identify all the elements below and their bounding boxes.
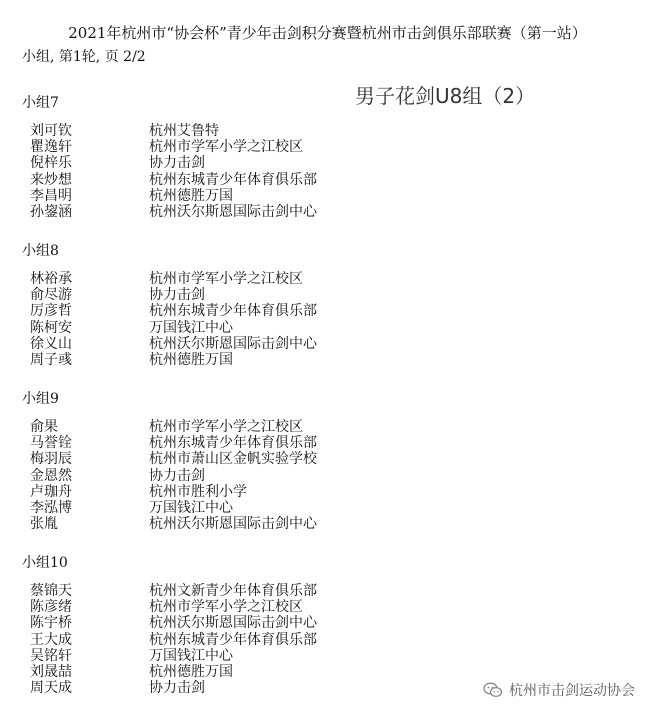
- fencer-club: 杭州德胜万国: [149, 351, 233, 368]
- fencer-club: 杭州沃尔斯恩国际击剑中心: [149, 516, 317, 533]
- page-title: 2021年杭州市“协会杯”青少年击剑积分赛暨杭州市击剑俱乐部联赛（第一站）: [68, 24, 587, 42]
- fencer-club: 杭州东城青少年体育俱乐部: [149, 171, 317, 188]
- fencer-name: 陈柯安: [30, 319, 72, 336]
- fencer-club: 杭州市学军小学之江校区: [149, 139, 303, 156]
- watermark-text: 杭州市击剑运动协会: [509, 683, 635, 699]
- fencer-name: 刘晟喆: [30, 663, 72, 680]
- fencer-club: 协力击剑: [149, 155, 205, 172]
- fencer-name: 来炒想: [30, 171, 72, 188]
- fencer-list: [0, 271, 655, 368]
- fencer-name: 林裕承: [30, 271, 72, 287]
- fencer-row: [0, 516, 655, 532]
- fencer-row: [0, 648, 655, 664]
- fencer-row: [0, 352, 655, 368]
- fencer-row: [0, 204, 655, 220]
- fencer-club: 协力击剑: [149, 287, 205, 304]
- fencer-name: 孙鋆涵: [30, 203, 72, 220]
- fencer-club: 杭州德胜万国: [149, 663, 233, 680]
- fencer-row: [0, 583, 655, 599]
- fencer-name: 李泓博: [30, 499, 72, 516]
- fencer-club: 杭州市学军小学之江校区: [149, 599, 303, 616]
- fencer-club: 杭州沃尔斯恩国际击剑中心: [149, 335, 317, 352]
- fencer-name: 瞿逸轩: [30, 139, 72, 156]
- fencer-club: 杭州艾鲁特: [149, 123, 219, 139]
- group-heading: 小组8: [22, 243, 59, 259]
- fencer-club: 协力击剑: [149, 467, 205, 484]
- fencer-row: [0, 599, 655, 615]
- wechat-icon: [483, 682, 503, 698]
- fencer-row: [0, 123, 655, 139]
- fencer-row: [0, 287, 655, 303]
- fencer-row: [0, 271, 655, 287]
- fencer-name: 王大成: [30, 631, 72, 648]
- fencer-row: [0, 419, 655, 435]
- fencer-name: 马誉铨: [30, 435, 72, 452]
- fencer-club: 万国钱江中心: [149, 319, 233, 336]
- fencer-club: 万国钱江中心: [149, 647, 233, 664]
- watermark: [483, 680, 635, 700]
- fencer-row: [0, 435, 655, 451]
- fencer-name: 李昌明: [30, 187, 72, 204]
- fencer-club: 杭州文新青少年体育俱乐部: [149, 583, 317, 599]
- fencer-row: [0, 632, 655, 648]
- fencer-club: 杭州沃尔斯恩国际击剑中心: [149, 203, 317, 220]
- fencer-name: 陈彦绪: [30, 599, 72, 616]
- fencer-name: 张胤: [30, 516, 58, 533]
- fencer-name: 陈宇桥: [30, 615, 72, 632]
- fencer-club: 杭州东城青少年体育俱乐部: [149, 631, 317, 648]
- fencer-row: [0, 468, 655, 484]
- fencer-name: 俞尽游: [30, 287, 72, 304]
- fencer-row: [0, 320, 655, 336]
- fencer-row: [0, 172, 655, 188]
- fencer-club: 杭州东城青少年体育俱乐部: [149, 435, 317, 452]
- fencer-club: 万国钱江中心: [149, 499, 233, 516]
- fencer-club: 杭州市胜利小学: [149, 483, 247, 500]
- fencer-name: 周天成: [30, 680, 72, 697]
- fencer-row: [0, 615, 655, 631]
- fencer-row: [0, 500, 655, 516]
- fencer-club: 杭州德胜万国: [149, 187, 233, 204]
- fencer-club: 杭州市学军小学之江校区: [149, 271, 303, 287]
- fencer-club: 杭州市萧山区金帆实验学校: [149, 451, 317, 468]
- fencer-row: [0, 303, 655, 319]
- group-heading: 小组9: [22, 391, 59, 407]
- fencer-row: [0, 484, 655, 500]
- fencer-name: 倪梓乐: [30, 155, 72, 172]
- fencer-club: 杭州东城青少年体育俱乐部: [149, 303, 317, 320]
- fencer-list: [0, 123, 655, 220]
- fencer-name: 吴铭轩: [30, 647, 72, 664]
- group-heading: 小组10: [22, 555, 68, 571]
- fencer-row: [0, 451, 655, 467]
- fencer-list: [0, 419, 655, 532]
- fencer-row: [0, 664, 655, 680]
- fencer-name: 刘可钦: [30, 123, 72, 139]
- fencer-row: [0, 155, 655, 171]
- fencer-club: 杭州市学军小学之江校区: [149, 419, 303, 435]
- fencer-name: 徐义山: [30, 335, 72, 352]
- fencer-name: 周子彧: [30, 351, 72, 368]
- fencer-name: 卢珈舟: [30, 483, 72, 500]
- page-subtitle: 小组, 第1轮, 页 2/2: [22, 49, 146, 65]
- fencer-name: 俞果: [30, 419, 58, 435]
- fencer-name: 金恩然: [30, 467, 72, 484]
- fencer-name: 梅羽辰: [30, 451, 72, 468]
- fencer-name: 厉彦哲: [30, 303, 72, 320]
- fencer-club: 杭州沃尔斯恩国际击剑中心: [149, 615, 317, 632]
- fencer-name: 蔡锦天: [30, 583, 72, 599]
- fencer-row: [0, 188, 655, 204]
- fencer-club: 协力击剑: [149, 680, 205, 697]
- fencer-row: [0, 139, 655, 155]
- fencer-row: [0, 336, 655, 352]
- event-title: 男子花剑U8组（2）: [355, 84, 536, 108]
- group-heading: 小组7: [22, 95, 59, 111]
